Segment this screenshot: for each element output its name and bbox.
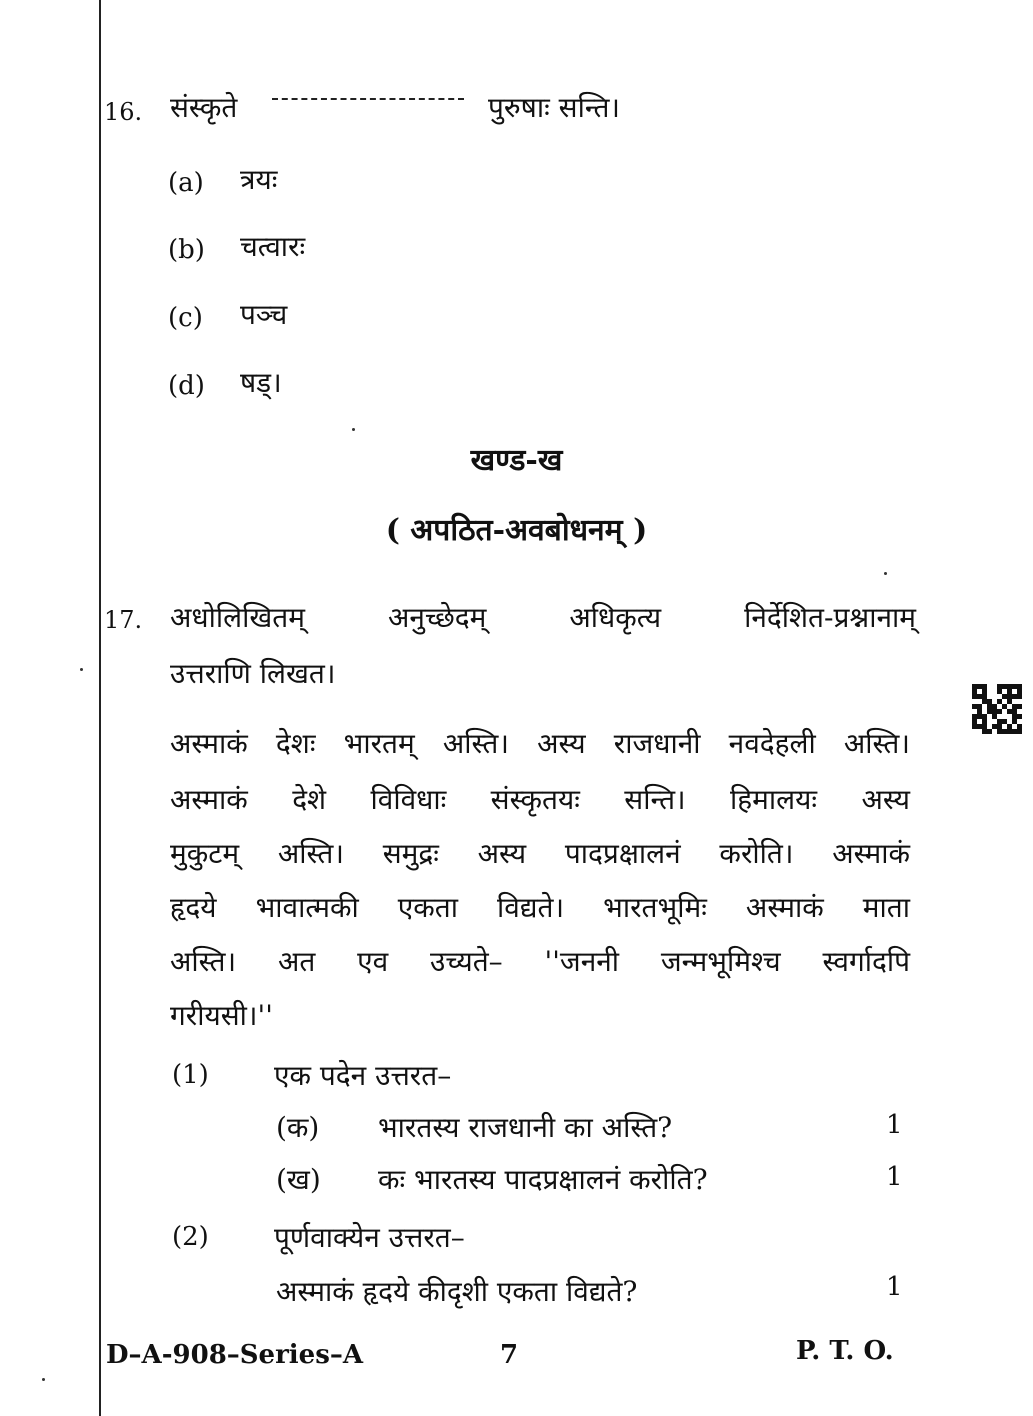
q17-instruction-word: अनुच्छेदम्	[387, 601, 487, 634]
scan-speck	[884, 572, 887, 575]
subquestion-1-item-ka-text: भारतस्य राजधानी का अस्ति?	[378, 1111, 673, 1144]
passage-line: मुकुटम् अस्ति। समुद्रः अस्य पादप्रक्षालनं करोति। अस्माकं	[170, 837, 910, 870]
q17-instruction-line2: उत्तराणि लिखत।	[170, 657, 336, 690]
marks-value: 1	[886, 1110, 903, 1140]
subquestion-1-prompt: एक पदेन उत्तरत–	[274, 1059, 452, 1092]
subquestion-1-item-ka-label: (क)	[276, 1111, 320, 1144]
subquestion-2-number: (2)	[172, 1222, 209, 1252]
q16-option-b-label: (b)	[168, 235, 205, 265]
q16-option-d-label: (d)	[168, 371, 205, 401]
q16-option-a-label: (a)	[168, 168, 204, 198]
section-title: खण्ड-ख	[470, 443, 563, 478]
margin-line	[99, 0, 101, 1416]
q16-option-c-text: पञ्च	[240, 298, 288, 331]
footer-page-number: 7	[500, 1340, 519, 1370]
scan-speck	[42, 1378, 45, 1381]
scan-speck	[80, 668, 83, 671]
marks-value: 1	[886, 1162, 903, 1192]
q16-option-a-text: त्रयः	[240, 163, 278, 196]
q16-option-d-text: षड्।	[240, 366, 282, 399]
marks-value: 1	[886, 1272, 903, 1302]
passage-line: गरीयसी।''	[170, 999, 273, 1032]
qr-code-icon	[972, 684, 1022, 734]
passage-line: अस्माकं देशे विविधाः संस्कृतयः सन्ति। हिमालयः अस्य	[170, 783, 910, 816]
footer-paper-code: D–A-908–Series–A	[106, 1340, 364, 1370]
passage-line: अस्माकं देशः भारतम् अस्ति। अस्य राजधानी नवदेहली अस्ति।	[170, 727, 910, 760]
subquestion-2-question: अस्माकं हृदये कीदृशी एकता विद्यते?	[276, 1275, 638, 1308]
q17-instruction-word: अधिकृत्य	[569, 601, 662, 634]
q17-number: 17.	[104, 606, 143, 634]
q17-instruction-word: निर्देशित-प्रश्नानाम्	[744, 601, 916, 634]
passage-line: हृदये भावात्मकी एकता विद्यते। भारतभूमिः अस्माकं माता	[170, 891, 910, 924]
passage-line: अस्ति। अत एव उच्यते– ''जननी जन्मभूमिश्च स्वर्गादपि	[170, 945, 910, 978]
q16-number: 16.	[104, 98, 143, 126]
section-subtitle: ( अपठित-अवबोधनम् )	[385, 513, 648, 548]
footer-pto: P. T. O.	[796, 1336, 894, 1366]
q16-blank	[272, 98, 464, 100]
q16-option-c-label: (c)	[168, 303, 203, 333]
subquestion-1-item-kha-label: (ख)	[276, 1163, 321, 1196]
scan-speck	[352, 428, 355, 431]
subquestion-1-item-kha-text: कः भारतस्य पादप्रक्षालनं करोति?	[378, 1163, 708, 1196]
q16-text-after: पुरुषाः सन्ति।	[488, 91, 621, 124]
q17-instruction-line1	[170, 598, 916, 636]
q17-instruction-word: अधोलिखितम्	[170, 601, 305, 634]
subquestion-2-prompt: पूर्णवाक्येन उत्तरत–	[274, 1221, 465, 1254]
subquestion-1-number: (1)	[172, 1060, 209, 1090]
q16-text-before: संस्कृते	[170, 91, 238, 124]
q16-option-b-text: चत्वारः	[240, 230, 306, 263]
